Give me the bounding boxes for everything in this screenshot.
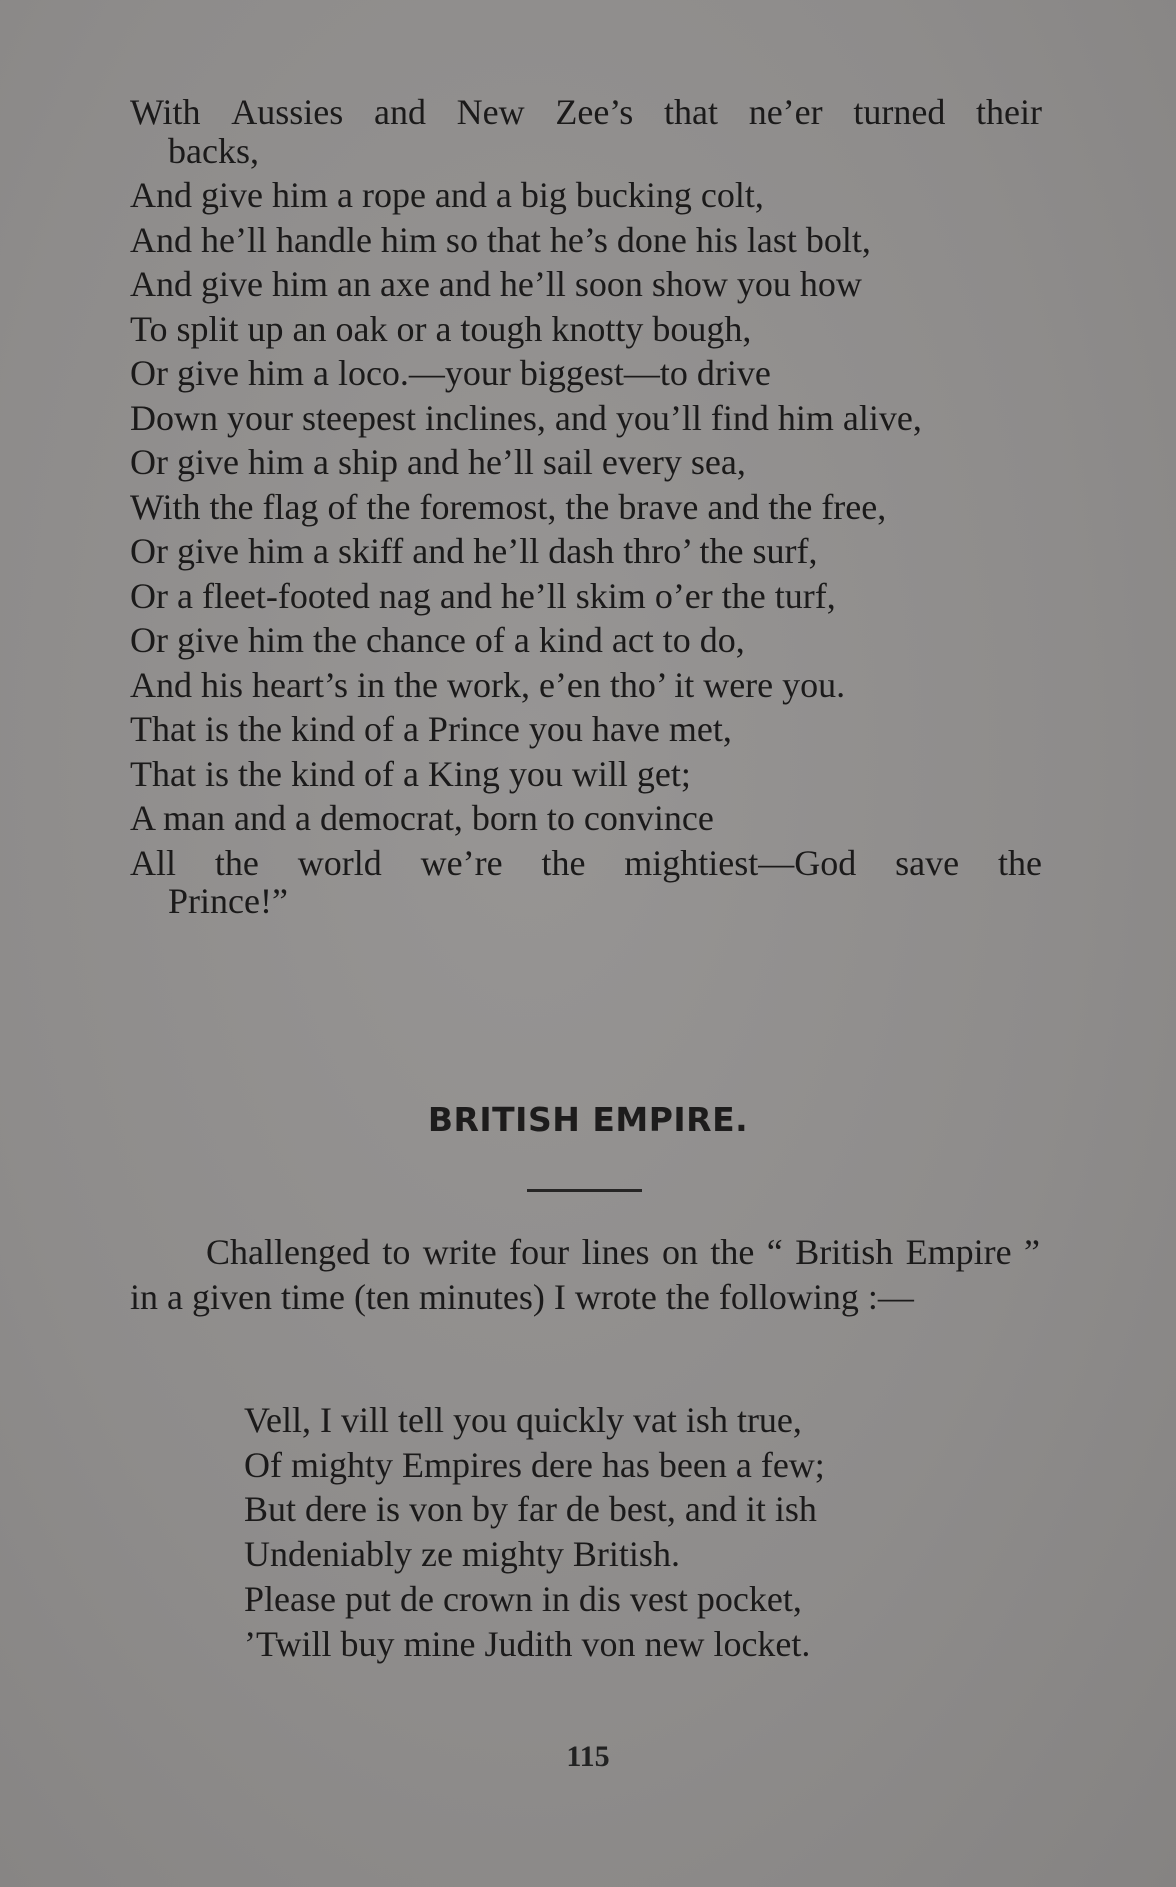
poem-line: Vell, I vill tell you quickly vat ish true, <box>244 1400 802 1440</box>
poem-line-first <box>130 90 1042 135</box>
word: turned <box>853 92 946 132</box>
british-empire-poem <box>244 1398 825 1666</box>
word: ne’er <box>748 92 823 132</box>
poem-line: But dere is von by far de best, and it ish <box>244 1489 817 1530</box>
poem-line: Of mighty Empires dere has been a few; <box>244 1444 825 1485</box>
word: Zee’s <box>555 92 634 132</box>
poem-continuation <box>130 90 1042 924</box>
word: With <box>130 92 201 132</box>
poem-line: And his heart’s in the work, e’en tho’ it were you. <box>130 664 846 705</box>
poem-line: ’Twill buy mine Judith von new locket. <box>244 1623 811 1664</box>
word: All <box>130 842 177 883</box>
poem-line: That is the kind of a King you will get; <box>130 753 691 794</box>
poem-line-continuation: backs, <box>168 130 259 171</box>
poem-line-continuation: Prince!” <box>168 881 288 921</box>
word: we’re <box>420 842 503 883</box>
word: that <box>664 92 718 132</box>
intro-paragraph: Challenged to write four lines on the “ British Empire ” in a given time (ten minutes) I wrote the following :— <box>130 1232 1040 1317</box>
word: world <box>297 842 382 883</box>
word: mightiest—God <box>624 842 857 883</box>
word: save <box>895 842 960 883</box>
word: New <box>456 92 525 132</box>
poem-line: And give him an axe and he’ll soon show you how <box>130 264 862 304</box>
poem-line: Undeniably ze mighty British. <box>244 1534 680 1575</box>
poem-line: Please put de crown in dis vest pocket, <box>244 1578 802 1619</box>
poem-line: Or give him a ship and he’ll sail every sea, <box>130 442 746 482</box>
poem-line: And give him a rope and a big bucking colt, <box>130 175 764 215</box>
poem-line: Or give him the chance of a kind act to do, <box>130 620 745 660</box>
word: the <box>998 842 1042 883</box>
poem-line: Or give him a loco.—your biggest—to drive <box>130 353 771 393</box>
word: Aussies <box>231 92 344 132</box>
poem-line: To split up an oak or a tough knotty bough, <box>130 308 752 349</box>
word: their <box>976 92 1042 132</box>
poem-line: Down your steepest inclines, and you’ll find him alive, <box>130 397 922 438</box>
section-heading: BRITISH EMPIRE. <box>427 1100 749 1139</box>
word: the <box>214 842 259 883</box>
poem-line: And he’ll handle him so that he’s done his last bolt, <box>130 219 871 260</box>
poem-line: A man and a democrat, born to convince <box>130 798 714 838</box>
page-number: 115 <box>566 1740 610 1773</box>
poem-line: That is the kind of a Prince you have met, <box>130 709 732 749</box>
poem-line: Or a fleet-footed nag and he’ll skim o’er the turf, <box>130 575 836 616</box>
word: the <box>541 842 586 883</box>
heading-rule <box>527 1189 642 1192</box>
poem-line: Or give him a skiff and he’ll dash thro’ the surf, <box>130 531 818 571</box>
word: and <box>373 92 426 132</box>
poem-line: With the flag of the foremost, the brave and the free, <box>130 486 887 527</box>
